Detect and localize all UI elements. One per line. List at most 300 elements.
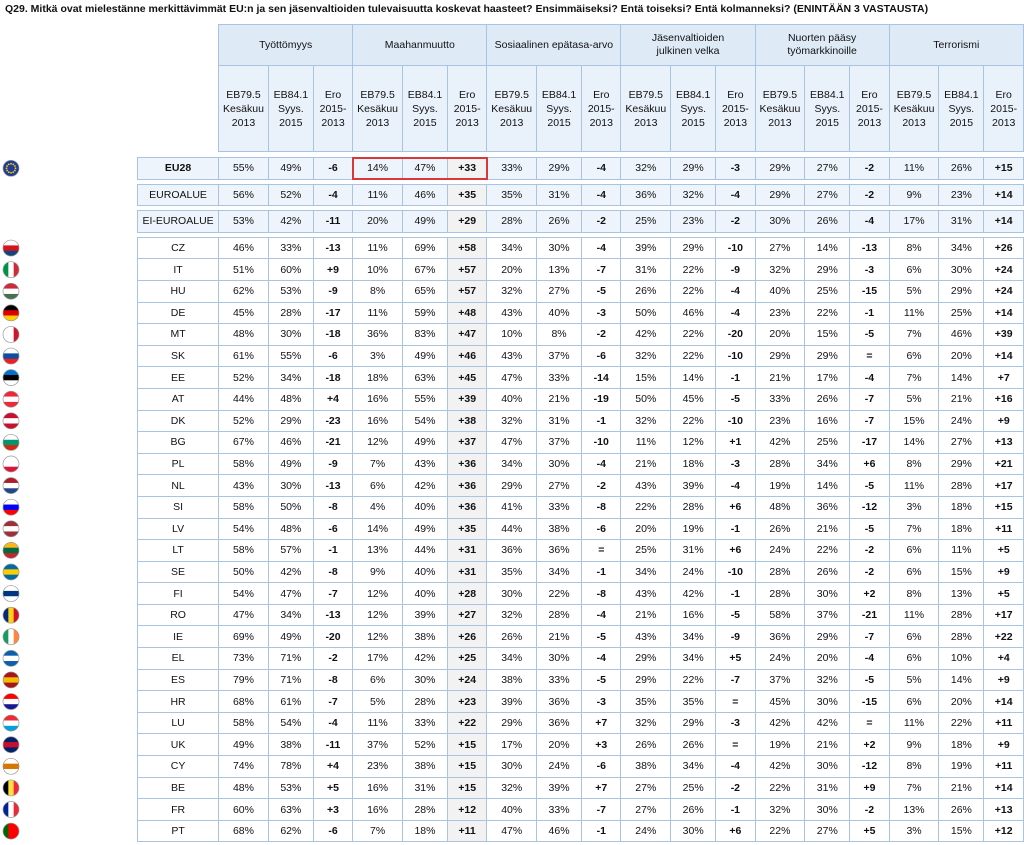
row-label: FR	[138, 799, 219, 821]
value-cell: 58%	[755, 604, 805, 626]
value-cell: 43%	[621, 475, 671, 497]
value-cell: 68%	[219, 691, 269, 713]
value-cell: -3	[582, 691, 621, 713]
flag-icon	[3, 456, 19, 473]
row-label: PT	[138, 820, 219, 842]
value-cell: -4	[716, 756, 755, 778]
value-cell: 33%	[487, 158, 537, 180]
value-cell: 32%	[621, 712, 671, 734]
value-cell: -4	[313, 712, 352, 734]
flag-icon	[3, 542, 19, 559]
value-cell: 29%	[805, 259, 850, 281]
value-cell: 11%	[889, 475, 939, 497]
value-cell: +26	[984, 237, 1024, 259]
value-cell: 48%	[219, 777, 269, 799]
value-cell: +6	[716, 820, 755, 842]
value-cell: 26%	[755, 518, 805, 540]
value-cell: 32%	[487, 777, 537, 799]
value-cell: +6	[716, 540, 755, 562]
value-cell: 14%	[939, 669, 984, 691]
value-cell: -9	[716, 626, 755, 648]
value-cell: 43%	[621, 626, 671, 648]
value-cell: 67%	[219, 432, 269, 454]
table-row	[138, 799, 1024, 821]
value-cell: 55%	[268, 345, 313, 367]
value-cell: +4	[984, 648, 1024, 670]
value-cell: 42%	[268, 211, 313, 233]
value-cell: -6	[582, 756, 621, 778]
value-cell: +5	[716, 648, 755, 670]
value-cell: 16%	[353, 388, 403, 410]
value-cell: 34%	[939, 237, 984, 259]
group-header: Terrorismi	[889, 25, 1023, 66]
table-row	[138, 648, 1024, 670]
value-cell: 32%	[487, 280, 537, 302]
value-cell: 16%	[353, 777, 403, 799]
value-cell: +57	[447, 259, 486, 281]
value-cell: 20%	[939, 345, 984, 367]
value-cell: -15	[850, 280, 889, 302]
value-cell: 29%	[939, 453, 984, 475]
row-label: LV	[138, 518, 219, 540]
value-cell: -8	[582, 496, 621, 518]
flag-icon	[3, 326, 20, 342]
value-cell: +7	[582, 712, 621, 734]
value-cell: 34%	[487, 648, 537, 670]
value-cell: 10%	[487, 324, 537, 346]
value-cell: 12%	[353, 626, 403, 648]
value-cell: -8	[313, 669, 352, 691]
value-cell: 34%	[805, 453, 850, 475]
value-cell: 30%	[755, 211, 805, 233]
value-cell: 26%	[671, 734, 716, 756]
value-cell: 22%	[537, 583, 582, 605]
value-cell: -8	[582, 583, 621, 605]
flag-icon	[3, 650, 19, 667]
value-cell: 25%	[805, 280, 850, 302]
table-row	[138, 388, 1024, 410]
value-cell: -10	[716, 345, 755, 367]
row-label: FI	[138, 583, 219, 605]
value-cell: 49%	[402, 432, 447, 454]
value-cell: -5	[716, 388, 755, 410]
value-cell: -23	[313, 410, 352, 432]
value-cell: 29%	[621, 648, 671, 670]
row-label: SI	[138, 496, 219, 518]
value-cell: +7	[984, 367, 1024, 389]
value-cell: 33%	[537, 496, 582, 518]
table-row	[138, 604, 1024, 626]
value-cell: 31%	[671, 540, 716, 562]
value-cell: 29%	[671, 158, 716, 180]
value-cell: 34%	[537, 561, 582, 583]
value-cell: 29%	[268, 410, 313, 432]
table-row	[138, 367, 1024, 389]
value-cell: 48%	[219, 324, 269, 346]
value-cell: 32%	[755, 799, 805, 821]
value-cell: 22%	[671, 324, 716, 346]
value-cell: 22%	[755, 820, 805, 842]
row-label: ES	[138, 669, 219, 691]
value-cell: 28%	[268, 302, 313, 324]
value-cell: 34%	[671, 756, 716, 778]
value-cell: -1	[850, 302, 889, 324]
value-cell: 28%	[537, 604, 582, 626]
value-cell: 63%	[402, 367, 447, 389]
value-cell: 28%	[939, 475, 984, 497]
value-cell: 33%	[537, 669, 582, 691]
value-cell: +36	[447, 496, 486, 518]
value-cell: +5	[984, 540, 1024, 562]
value-cell: 7%	[353, 453, 403, 475]
value-cell: 29%	[537, 158, 582, 180]
value-cell: +11	[984, 712, 1024, 734]
value-cell: +31	[447, 561, 486, 583]
value-cell: 50%	[219, 561, 269, 583]
value-cell: 48%	[268, 518, 313, 540]
value-cell: -2	[850, 799, 889, 821]
value-cell: 22%	[755, 777, 805, 799]
value-cell: 26%	[805, 388, 850, 410]
value-cell: 62%	[268, 820, 313, 842]
value-cell: 36%	[805, 496, 850, 518]
value-cell: -4	[313, 184, 352, 206]
value-cell: -18	[313, 324, 352, 346]
value-cell: 33%	[755, 388, 805, 410]
value-cell: +5	[850, 820, 889, 842]
value-cell: 14%	[353, 158, 403, 180]
value-cell: -5	[850, 324, 889, 346]
value-cell: 62%	[219, 280, 269, 302]
value-cell: +22	[447, 712, 486, 734]
value-cell: 83%	[402, 324, 447, 346]
value-cell: 33%	[268, 237, 313, 259]
flag-icon	[3, 262, 20, 278]
table-row	[138, 211, 1024, 233]
value-cell: -7	[313, 691, 352, 713]
value-cell: +2	[850, 734, 889, 756]
group-header: Työttömyys	[219, 25, 353, 66]
value-cell: -2	[850, 540, 889, 562]
value-cell: 39%	[621, 237, 671, 259]
value-cell: 24%	[939, 410, 984, 432]
value-cell: 39%	[487, 691, 537, 713]
row-label: AT	[138, 388, 219, 410]
value-cell: -7	[716, 669, 755, 691]
value-cell: +11	[984, 518, 1024, 540]
value-cell: 28%	[402, 799, 447, 821]
value-cell: 32%	[487, 604, 537, 626]
value-cell: 16%	[353, 410, 403, 432]
value-cell: 17%	[805, 367, 850, 389]
value-cell: +9	[850, 777, 889, 799]
group-header: Jäsenvaltioiden julkinen velka	[621, 25, 755, 66]
flag-icon	[3, 694, 19, 711]
value-cell: +15	[447, 756, 486, 778]
value-cell: -4	[716, 302, 755, 324]
value-cell: 15%	[939, 820, 984, 842]
value-cell: -1	[582, 820, 621, 842]
value-cell: +4	[313, 388, 352, 410]
row-label: CY	[138, 756, 219, 778]
row-label: BG	[138, 432, 219, 454]
value-cell: 36%	[353, 324, 403, 346]
flag-icon	[3, 305, 19, 322]
value-cell: 17%	[889, 211, 939, 233]
value-cell: 43%	[621, 583, 671, 605]
value-cell: =	[850, 712, 889, 734]
value-cell: +48	[447, 302, 486, 324]
value-cell: 42%	[402, 475, 447, 497]
value-cell: -3	[716, 712, 755, 734]
row-label: CZ	[138, 237, 219, 259]
table-row	[138, 518, 1024, 540]
value-cell: -4	[716, 475, 755, 497]
flag-icon	[3, 758, 19, 775]
value-cell: 31%	[537, 410, 582, 432]
value-cell: 52%	[219, 367, 269, 389]
value-cell: 29%	[805, 626, 850, 648]
value-cell: 6%	[889, 259, 939, 281]
value-cell: +17	[984, 604, 1024, 626]
value-cell: -4	[850, 367, 889, 389]
value-cell: 20%	[487, 259, 537, 281]
value-cell: 37%	[755, 669, 805, 691]
value-cell: 18%	[671, 453, 716, 475]
row-label: HU	[138, 280, 219, 302]
value-cell: 18%	[939, 496, 984, 518]
value-cell: 26%	[621, 734, 671, 756]
flag-icon	[3, 160, 19, 177]
value-cell: 79%	[219, 669, 269, 691]
value-cell: -4	[850, 648, 889, 670]
value-cell: 6%	[889, 561, 939, 583]
value-cell: 30%	[537, 237, 582, 259]
value-cell: 26%	[805, 211, 850, 233]
value-cell: 34%	[487, 453, 537, 475]
value-cell: 60%	[268, 259, 313, 281]
value-cell: +14	[984, 777, 1024, 799]
value-cell: 28%	[402, 691, 447, 713]
row-label: EUROALUE	[138, 184, 219, 206]
value-cell: 31%	[621, 259, 671, 281]
value-cell: 27%	[621, 777, 671, 799]
flag-icon	[3, 672, 19, 689]
value-cell: +11	[447, 820, 486, 842]
value-cell: 11%	[353, 712, 403, 734]
value-cell: 44%	[402, 540, 447, 562]
value-cell: 51%	[219, 259, 269, 281]
value-cell: 30%	[805, 799, 850, 821]
value-cell: 24%	[671, 561, 716, 583]
value-cell: +6	[716, 496, 755, 518]
value-cell: 35%	[671, 691, 716, 713]
value-cell: 78%	[268, 756, 313, 778]
value-cell: 6%	[889, 345, 939, 367]
flag-icon	[3, 780, 20, 796]
value-cell: 46%	[268, 432, 313, 454]
flag-icon	[3, 715, 19, 732]
value-cell: 19%	[671, 518, 716, 540]
value-cell: 30%	[805, 756, 850, 778]
value-cell: 29%	[805, 345, 850, 367]
value-cell: 28%	[939, 626, 984, 648]
table-row	[138, 432, 1024, 454]
value-cell: -10	[716, 561, 755, 583]
flag-icon	[3, 802, 20, 818]
sub-column-header: EB79.5 Kesäkuu 2013	[353, 66, 403, 152]
value-cell: 43%	[487, 345, 537, 367]
value-cell: 37%	[537, 345, 582, 367]
value-cell: -4	[716, 184, 755, 206]
value-cell: 3%	[353, 345, 403, 367]
value-cell: 10%	[939, 648, 984, 670]
value-cell: 34%	[671, 626, 716, 648]
value-cell: 34%	[268, 604, 313, 626]
value-cell: 8%	[889, 756, 939, 778]
table-row	[138, 345, 1024, 367]
value-cell: -5	[716, 604, 755, 626]
value-cell: 28%	[487, 211, 537, 233]
value-cell: 40%	[537, 302, 582, 324]
value-cell: 18%	[939, 518, 984, 540]
value-cell: 8%	[889, 237, 939, 259]
value-cell: 26%	[487, 626, 537, 648]
row-label: UK	[138, 734, 219, 756]
value-cell: 11%	[889, 302, 939, 324]
value-cell: 39%	[402, 604, 447, 626]
value-cell: +15	[984, 158, 1024, 180]
value-cell: 30%	[268, 475, 313, 497]
sub-column-header: EB84.1 Syys. 2015	[537, 66, 582, 152]
flag-icon	[3, 391, 19, 408]
value-cell: 31%	[402, 777, 447, 799]
value-cell: 5%	[889, 280, 939, 302]
value-cell: 38%	[402, 626, 447, 648]
value-cell: 15%	[889, 410, 939, 432]
value-cell: 11%	[889, 158, 939, 180]
value-cell: +7	[582, 777, 621, 799]
value-cell: 45%	[755, 691, 805, 713]
value-cell: =	[582, 540, 621, 562]
value-cell: -8	[313, 496, 352, 518]
sub-column-header: Ero 2015-2013	[313, 66, 352, 152]
value-cell: 18%	[402, 820, 447, 842]
row-label: RO	[138, 604, 219, 626]
value-cell: +58	[447, 237, 486, 259]
value-cell: -17	[313, 302, 352, 324]
value-cell: 34%	[487, 237, 537, 259]
value-cell: +22	[984, 626, 1024, 648]
flag-icon	[3, 348, 19, 365]
value-cell: +47	[447, 324, 486, 346]
flag-icon	[3, 823, 20, 839]
value-cell: -1	[313, 540, 352, 562]
flag-icon	[3, 521, 19, 538]
value-cell: 7%	[889, 777, 939, 799]
flag-icon	[3, 629, 20, 645]
value-cell: 7%	[353, 820, 403, 842]
value-cell: -10	[582, 432, 621, 454]
row-label: SK	[138, 345, 219, 367]
value-cell: 43%	[219, 475, 269, 497]
value-cell: 19%	[755, 475, 805, 497]
value-cell: 40%	[402, 583, 447, 605]
value-cell: 30%	[671, 820, 716, 842]
value-cell: 11%	[353, 184, 403, 206]
value-cell: 42%	[755, 432, 805, 454]
value-cell: 19%	[939, 756, 984, 778]
value-cell: 30%	[805, 583, 850, 605]
results-table	[137, 24, 1024, 842]
value-cell: +35	[447, 184, 486, 206]
value-cell: +14	[984, 691, 1024, 713]
value-cell: 30%	[537, 648, 582, 670]
value-cell: 58%	[219, 540, 269, 562]
value-cell: -3	[850, 259, 889, 281]
value-cell: 21%	[805, 518, 850, 540]
value-cell: 11%	[353, 237, 403, 259]
value-cell: -4	[716, 280, 755, 302]
value-cell: 21%	[537, 626, 582, 648]
value-cell: -7	[850, 410, 889, 432]
value-cell: 11%	[621, 432, 671, 454]
value-cell: +39	[447, 388, 486, 410]
value-cell: 18%	[353, 367, 403, 389]
sub-column-header: EB84.1 Syys. 2015	[805, 66, 850, 152]
value-cell: -6	[313, 158, 352, 180]
value-cell: -13	[313, 604, 352, 626]
value-cell: 6%	[889, 648, 939, 670]
value-cell: 40%	[402, 496, 447, 518]
value-cell: -5	[850, 475, 889, 497]
value-cell: 57%	[268, 540, 313, 562]
value-cell: 25%	[621, 540, 671, 562]
value-cell: 28%	[755, 583, 805, 605]
value-cell: -3	[716, 453, 755, 475]
sub-column-header: EB84.1 Syys. 2015	[268, 66, 313, 152]
value-cell: -21	[850, 604, 889, 626]
value-cell: 9%	[889, 184, 939, 206]
value-cell: 26%	[805, 561, 850, 583]
value-cell: 9%	[889, 734, 939, 756]
value-cell: 16%	[671, 604, 716, 626]
value-cell: -8	[313, 561, 352, 583]
value-cell: 47%	[219, 604, 269, 626]
value-cell: +36	[447, 453, 486, 475]
value-cell: 23%	[671, 211, 716, 233]
value-cell: 53%	[268, 280, 313, 302]
value-cell: 5%	[353, 691, 403, 713]
value-cell: -11	[313, 734, 352, 756]
value-cell: +25	[447, 648, 486, 670]
value-cell: 43%	[487, 302, 537, 324]
value-cell: 26%	[537, 211, 582, 233]
value-cell: -9	[313, 280, 352, 302]
value-cell: 38%	[537, 518, 582, 540]
value-cell: +57	[447, 280, 486, 302]
value-cell: 13%	[939, 583, 984, 605]
sub-column-header: Ero 2015-2013	[850, 66, 889, 152]
value-cell: +24	[984, 280, 1024, 302]
value-cell: +14	[984, 345, 1024, 367]
value-cell: 40%	[487, 799, 537, 821]
value-cell: 38%	[268, 734, 313, 756]
value-cell: +27	[447, 604, 486, 626]
value-cell: 22%	[671, 259, 716, 281]
value-cell: -6	[582, 518, 621, 540]
value-cell: -2	[582, 211, 621, 233]
